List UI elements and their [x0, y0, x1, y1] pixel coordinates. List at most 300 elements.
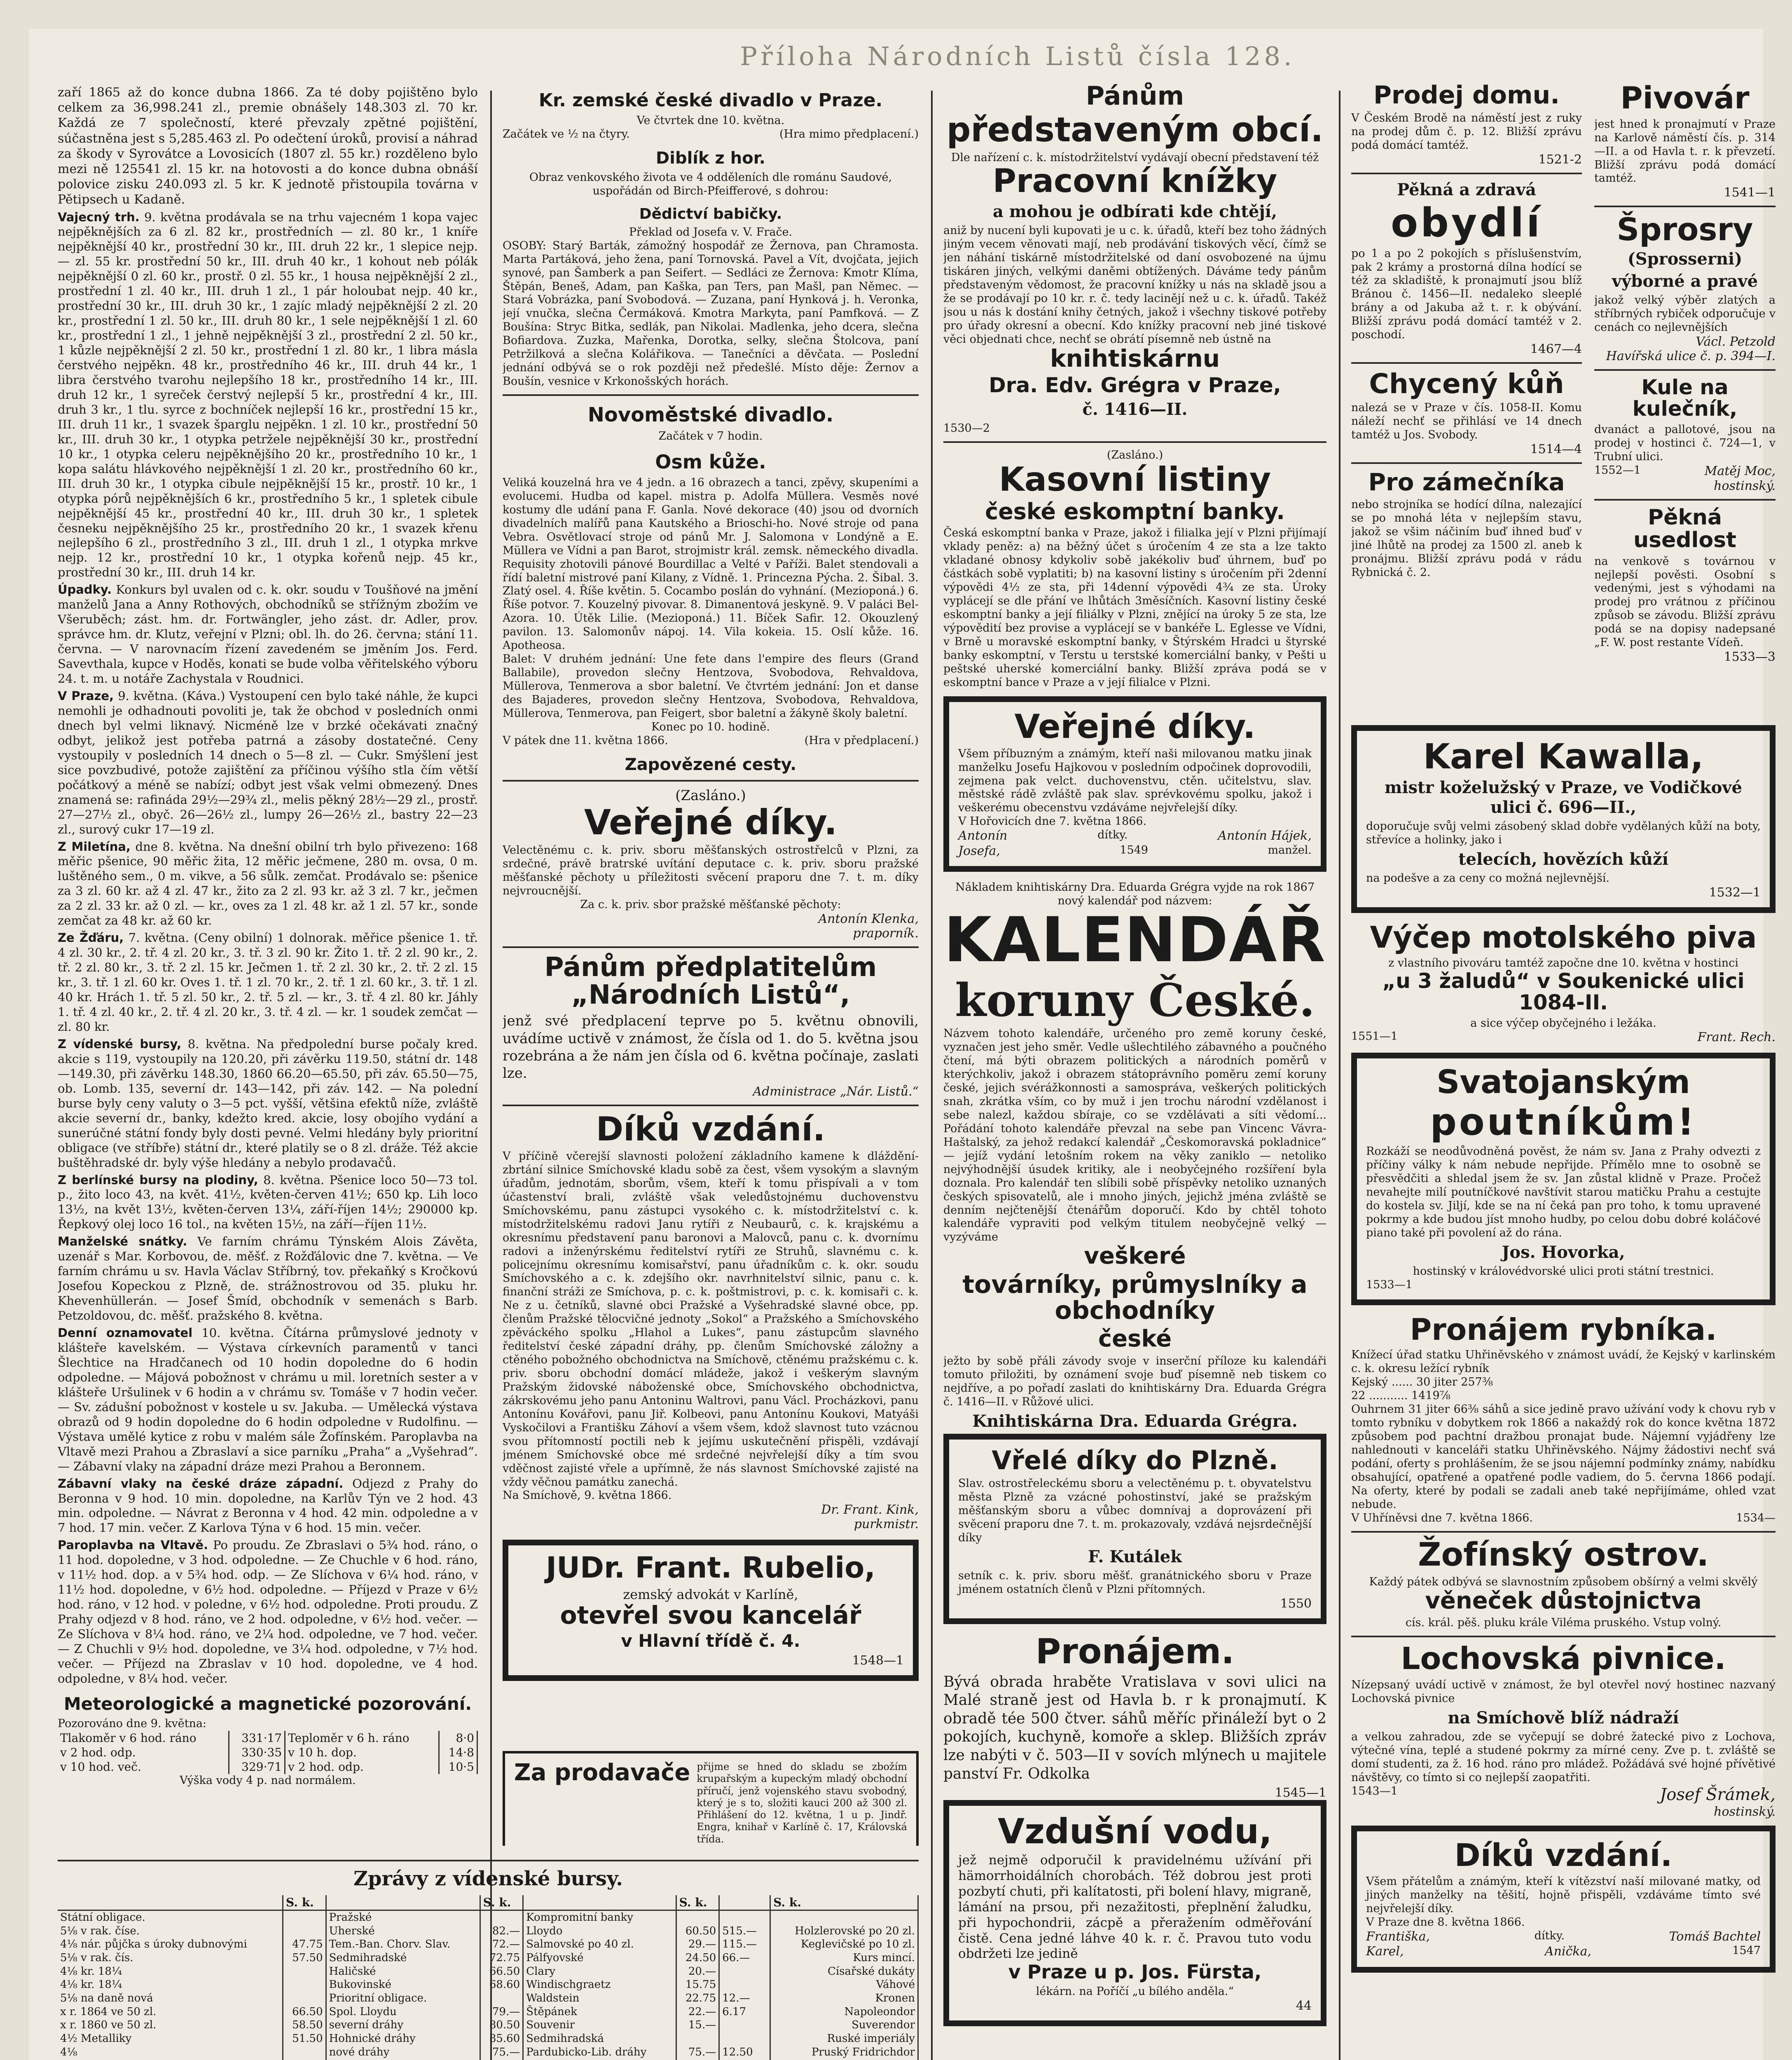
- bourse-row: [58, 1924, 918, 1938]
- bourse-row: [58, 2005, 918, 2019]
- news-text: Po proudu. Ze Zbraslavi o 5¾ hod. ráno, o 11 hod. dopoledne, v 3 hod. odpoledne. — Ze Chuchle v 6 hod. ráno, v 11½ hod. dop. a v 5¾ hod. odp. — Ze Slíchova v 6¼ hod. ráno, v 11½ hod. dopoledne, v 6½ hod. odpoledne. — Příjezd v Praze v 6½ hod. ráno, v 12 hod. v poledne, v 6½ hod. odpoledne. Proti proudu. Z Prahy odjezd v 8 hod. ráno, ve 2 hod. odpoledne, v 6½ hod. večer. — Ze Slíchova v 8¼ hod. ráno, ve 2¼ hod. odpoledne, ve 7 hod. večer. — Z Chuchli v 9½ hod. dopoledne, ve 3¼ hod. odpoledne, v 7½ hod. večer. — Příjezd na Zbraslav v 10 hod. dopoledne, ve 4 hod. odpoledne, v 8¼ hod. večer.: [58, 1538, 478, 1685]
- next-extra: (Hra v předplacení.): [804, 734, 919, 747]
- bourse-head-cell: S. k.: [770, 1895, 918, 1910]
- sprosry-text: výborné a pravé: [1612, 272, 1758, 291]
- bourse-cell: Salmovské po 40 zl.: [523, 1938, 676, 1951]
- kalendar-big3: veškeré: [1084, 1243, 1186, 1270]
- notice-shop2: Dra. Edv. Grégra v Praze,: [989, 373, 1281, 398]
- obydli-code: 1467—4: [1530, 342, 1582, 357]
- bourse-cell: 85.60: [480, 2032, 523, 2046]
- lochov-title: Lochovská pivnice.: [1401, 1641, 1726, 1677]
- news-item: [58, 583, 478, 686]
- news-item: [58, 1477, 478, 1536]
- bourse-cell: 20.—: [676, 1965, 719, 1978]
- news-head: Ze Žďáru,: [58, 931, 124, 945]
- bourse-cell: Haličské: [326, 1965, 480, 1978]
- bourse-cell: 80.50: [480, 2018, 523, 2032]
- bourse-row: [58, 2046, 918, 2059]
- rybnik-text2: Ouhrnem 31 jiter 66⅜ sáhů a sice jedině pravo užívání vody k chovu ryb v tomto rybníku v dobytkem rok 1866 a nakaždý rok do konce května 1872 způsobem pod pachtní dražbou pronajat bude. Nájemní vyjádřeny lze nahlednouti v kanceláři statku Uhřiněvského. Nájmy žádostivi nechť svá podání, oferty s prohlášením, že se jsou nájemní podmínky známy, nabídku obsahující, opatřené a opatřené podle vadiem, do 5. června 1866 podají. Na oferty, které by podali se zadali aneb také nepřijímáme, ohled vzat nebude.: [1351, 1403, 1776, 1511]
- vzduch-place2: lékárn. na Poříčí „u bílého anděla.“: [1036, 1985, 1234, 1998]
- bourse-cell: 82.—: [480, 1924, 523, 1938]
- meteo-cell: 8·0: [439, 1731, 477, 1745]
- ad-prodavace: [503, 1751, 919, 1846]
- bourse-cell: [283, 2046, 326, 2059]
- pout-sign: Jos. Hovorka,: [1502, 1243, 1625, 1262]
- bourse-cell: [283, 1978, 326, 1992]
- vzduch-place: v Praze u p. Jos. Fürsta,: [1008, 1961, 1262, 1983]
- rybnik-place: V Uhříněvsi dne 7. května 1866.: [1351, 1511, 1533, 1524]
- kule-foot: [1594, 464, 1776, 479]
- bourse-cell: Váhové: [770, 1978, 918, 1992]
- bourse-cell: Sedmihradské: [326, 1951, 480, 1965]
- divider: [1351, 462, 1582, 464]
- bourse-cell: Kompromitní banky: [523, 1910, 676, 1924]
- column-ads-far: [1594, 82, 1776, 717]
- kalendar-big2: koruny České.: [955, 973, 1315, 1027]
- column-theatre: [503, 82, 919, 1850]
- news-head: Úpadky.: [58, 583, 112, 597]
- kule-role: hostinský.: [1714, 479, 1776, 494]
- bourse-cell: Waldstein: [523, 1992, 676, 2005]
- bourse-cell: Štěpánek: [523, 2005, 676, 2019]
- notice-shop3: č. 1416—II.: [1082, 399, 1188, 419]
- news-text: 9. května. (Káva.) Vystoupení cen bylo také náhle, že kupci nemohli je odhadnouti povoliti je, tak že obchod v posledních onmi dnech byl velmi liknavý. Nicméně lze v brzké očekávati značný odbyt, jelikož jest potřeba patrná a zásoby dostatečné. Ceny vystoupily v posledních 14 dnech o 5—8 zl. — Cukr. Smýšlení jest sice povzbudivé, potože zajištění za příčinou výšího stla čím větší počátkový a méně se nabízí; odbyt jest však velmi obmezený. Dnes znamená se: rafináda 29½—29¾ zl., melis pěkný 28½—29 zl., prostř. 27—27½ zl., obyč. 26—26½ zl., lumpy 26—26½ zl., bastry 22—23 zl., surový cukr 17—19 zl.: [58, 689, 478, 836]
- lochov-text2: a velkou zahradou, zde se vyčepují se dobré žatecké pivo z Lochova, výtečné vína, teplé a studené pokrmy za mírné ceny. Zve p. t. zvláště se domí studenti, za ž. 16 hod. ráno pro mládež. Požádává své hojné přívětivé návštěvy, co tímto si co nejlepší zaopatřiti.: [1351, 1730, 1776, 1784]
- theatre-title: Kr. zemské české divadlo v Praze.: [538, 90, 883, 111]
- news-item: [58, 1538, 478, 1686]
- play3-text: Veliká kouzelná hra ve 4 jedn. a 16 obrazech a tanci, zpěvy, skupeními a evolucemi. Hudba od kapel. mistra p. Adolfa Müllera. Vesměs nové kostumy dle udání pana F. Ganla. Nové dekorace (40) jsou od dvorních divadelních malířů pana Kautského a Brioschi-ho. Nové stroje od pana Vebra. Osvětlovací stroje od pánů Mr. J. Salomona v Londýně a E. Müllera ve Vídni a pan Barot, strojmistr král. zemsk. německého divadla. Requisity zhotovili pánové Bourdillac a Velté v Paříži. Balet stendovali a řídí baletní mistrové paní Kilany, z Vídně. 1. Princezna Pýcha. 2. Šibal. 3. Zlatý osel. 4. Říše květin. 5. Cocambo poslán do vyhnání. (Mezioponá.) 6. Říše potvor. 7. Kouzelný pivovar. 8. Dimanentová jeskyně. 9. V paláci Bel-Azora. 10. Útěk Lilie. (Mezioponá.) 11. Bíček Safir. 12. Okouzlený pavilon. 13. Salomonův nápoj. 14. Vila kokeia. 15. Oslí kůže. 16. Apotheosa.: [503, 476, 919, 652]
- rybnik-text: Knížecí úřad statku Uhřiněvského v známost uvádí, že Kejský v karlinském c. k. okresu ležící rybník: [1351, 1348, 1776, 1375]
- bourse-cell: Tem.-Ban. Chorv. Slav.: [326, 1938, 480, 1951]
- bourse-cell: [283, 1924, 326, 1938]
- bourse-cell: Windischgraetz: [523, 1978, 676, 1992]
- theatre2-title: Novoměstské divadlo.: [587, 403, 834, 426]
- news-text: dne 8. května. Na dnešní obilní trh bylo přivezeno: 168 měřic pšenice, 90 měřic žita, 12 měřic ječmene, 280 m. ovsa, 0 m. luštěného sem., 0 m. vikve, a 56 sůlk. zemčat. Prodávalo se: pšenice za 3 zl. 60 kr. až 4 zl. 47 kr., žito za 2 zl. 93 kr. až 3 zl. 7 kr., ječmen za 2 zl. 33 kr. až 0 zl. — kr., oves za 1 zl. 48 kr. až 1 zl. 57 kr., sonde zemčat za 48 kr. až 60 kr.: [58, 839, 478, 928]
- meteo-cell: v 10 hod. več.: [58, 1760, 229, 1774]
- bourse-cell: Bukovinské: [326, 1978, 480, 1992]
- bourse-head-cell: [58, 1895, 283, 1910]
- subscr-text: jenž své předplacení teprve po 5. květnu obnovili, uvádíme uctivě v známost, že čísla od 1. do 5. května jsou rozebrána a že nám jen čísla od 6. května počínaje, zaslati lze.: [503, 1013, 919, 1082]
- bourse-cell: 15.75: [676, 1978, 719, 1992]
- kun-text: nalezá se v Praze v čís. 1058-II. Komu náleží nechť se přihlásí ve 14 dnech tamtéž u Jos. Svobody.: [1351, 401, 1582, 442]
- notice-title1: Pánům: [1085, 82, 1184, 111]
- bourse-cell: 68.60: [480, 1978, 523, 1992]
- news-head: Z berlínské bursy na plodiny,: [58, 1173, 258, 1187]
- bourse-cell: 75.—: [480, 2046, 523, 2059]
- divider: [1594, 206, 1776, 207]
- plzen-text: Slav. ostrostřeleckému sboru a velectěnému p. t. obyvatelstvu města Plzně za vzácné pohostinství, jaké se pražským měšťanským sboru a vůbec domnívaj a doprovázení při svěcení praporu dne 7. t. m. prokazovaly, vzdává nejsrdečnější díky: [958, 1477, 1312, 1544]
- ad-rubelio: [503, 1540, 919, 1681]
- play-desc: Obraz venkovského života ve 4 odděleních dle románu Saudové, uspořádán od Birch-Pfeifferové, s dohrou:: [529, 171, 892, 197]
- bourse-row: [58, 1965, 918, 1978]
- meteo-cell: 331·17: [229, 1731, 285, 1745]
- divider: [943, 441, 1326, 443]
- bourse-row: [58, 1978, 918, 1992]
- bourse-cell: Holzlerovské po 20 zl.: [770, 1924, 918, 1938]
- meteo-cell: v 2 hod. odp.: [58, 1745, 229, 1760]
- news-head: V Praze,: [58, 689, 114, 703]
- thanks-sign: Antonín Klenka,: [818, 912, 919, 927]
- zofin-title: Žofínský ostrov.: [1418, 1536, 1709, 1573]
- lochov-sign: Josef Šrámek,: [1660, 1785, 1776, 1804]
- meteo-cell: 14·8: [439, 1745, 477, 1760]
- bourse-cell: nové dráhy: [326, 2046, 480, 2059]
- news-text: 8. května. Pšenice loco 50—73 tol. p., žito loco 43, na květ. 41½, květen-červen 41½; 650 kp. Lih loco 13½, na květ 13½, květen-červen 13¼, září-říjen 14½; 290000 kp. Řepkový olej loco 16 tol., na květen 15½, na září—říjen 11½.: [58, 1173, 478, 1231]
- zofin-text: Každý pátek odbývá se slavnostním způsobem obšírný a velmi skvělý: [1369, 1575, 1758, 1588]
- rubelio-addr: v Hlavní třídě č. 4.: [621, 1630, 800, 1651]
- next-date: V pátek dne 11. května 1866.: [503, 734, 668, 747]
- pivo-sign: Frant. Rech.: [1697, 1030, 1776, 1045]
- diky-sign: Anička,: [1544, 1944, 1591, 1959]
- page-header: Příloha Národních Listů čísla 128.: [740, 41, 1295, 71]
- thanks2-role: purkmistr.: [854, 1517, 919, 1532]
- bourse-cell: 5⅛ na daně nová: [58, 1992, 283, 2005]
- play2-title: Dědictví babičky.: [639, 205, 782, 222]
- bank-title2: české eskomptní banky.: [985, 498, 1285, 524]
- bourse-cell: [719, 1978, 770, 1992]
- obydli-text: po 1 a po 2 pokojích s příslušenstvím, pak 2 krámy a prostorná dílna hodící se též za skladiště, k pronajmutí jsou blíž Bránou č. 1456—II. nedaleko sleeplé brány a od Jakuba až t. r. k obývání. Bližší zprávu podá domácí tamtéž v 2. poschodí.: [1351, 247, 1582, 342]
- bourse-row: [58, 2018, 918, 2032]
- diky-place: V Praze dne 8. května 1866.: [1366, 1915, 1525, 1929]
- pronajem-text: Bývá obrada hraběte Vratislava v sovi ulici na Malé straně jest od Havla b. r k pronajmutí. K obradě tée 500 čtver. sáhů měříc přináleží byt o 2 pokojích, kuchyně, komoře a sklep. Bližších zpráv lze nabýti v č. 503—II v sovích mlýnech u majitele panství Fr. Odkolka: [943, 1673, 1326, 1782]
- pivo-foot: [1351, 1030, 1776, 1045]
- bourse-cell: Hohnické dráhy: [326, 2032, 480, 2046]
- news-head: Manželské snátky.: [58, 1234, 187, 1249]
- lochov-role: hostinský.: [1714, 1805, 1776, 1819]
- pivovar-code: 1541—1: [1724, 185, 1776, 200]
- column-rule: [931, 91, 933, 2060]
- prodej-code: 1521-2: [1538, 152, 1582, 167]
- bourse-cell: Uherské: [326, 1924, 480, 1938]
- bourse-cell: [480, 1992, 523, 2005]
- bourse-cell: 29.—: [676, 1938, 719, 1951]
- bourse-section: [58, 1854, 919, 2060]
- sprosry-role: Havířská ulice č. p. 394—I.: [1606, 349, 1776, 363]
- bourse-cell: 15.—: [676, 2018, 719, 2032]
- kawalla-text: doporučuje svůj velmi zásobený sklad dobře vydělaných kůží na boty, střevíce a holinky, jako i: [1366, 820, 1761, 847]
- thanks3-sign: Antonín: [958, 829, 1008, 843]
- notice-text: aniž by nucení byli kupovati je u c. k. úřadů, kteří bez toho žádných jiným vecem věnovati mají, neb prodávání tiskových věcí, čímž se jen náhání tiskárně místodržitelské od daní osvobozené na újmu tiskáren jiných, velkými daněmi obtížených. Dáváme tedy pánům představeným vědomost, že pracovní knížky u nás na skladě jsou a že se prodávají po 10 kr. r. č. tedy lacinějí než u c. k. úřadů. Takéž jsou u nás k dostání knihy četných, jakož i všechny tiskové potřeby pro úřady okresní a obecní. Kdo knížky pracovní neb jiné tiskové věci objednati chce, nechť se obrátí písemně neb ústně na: [943, 224, 1326, 346]
- news-item: [58, 1037, 478, 1170]
- news-text: 8. května. Na předpolední burse počaly kred. akcie s 119, vystoupily na 120.20, při závěrku 119.50, státní dr. 148—149.30, při závěrku 148.30, 1860 66.20—65.50, při záv. 65.50—75, ob. Lomb. 135, severní dr. 143—142, při záv. 142. — Na polední burse byly ceny valuty o 3—5 pct. vyšší, většina efektů níže, zvláště akcie severní dr., banky, kdežto kred. akcie, losy obojího vydání a sunerúčné státní fondy byly dosti pevné. Velmi hledány byly prioritní obligace (ve stříbře) státní dr., které platily se o 8 zl. dráže. Též akcie buštěhradské dr. byly výše hledány a nebylo prodavačů.: [58, 1037, 478, 1170]
- plzen-code: 1550: [1280, 1596, 1312, 1611]
- meteo-cell: 330·35: [229, 1745, 285, 1760]
- column-ads-wide: [1351, 725, 1776, 2060]
- pivo-title: Výčep motolského piva: [1370, 920, 1757, 955]
- prodej-title: Prodej domu.: [1373, 82, 1560, 110]
- thanks-text: Velectěnému c. k. priv. sboru měšťanských ostrostřelců v Plzni, za srdečné, právě bratrské uvítání deputace c. k. priv. sboru pražské měšťanské pěchoty u příležitosti svěcení praporu dne 7. t. m. díky nejvroucnější.: [503, 844, 919, 898]
- kule-title: Kule na kulečník,: [1632, 375, 1738, 421]
- bourse-cell: Clary: [523, 1965, 676, 1978]
- column-rule: [1339, 91, 1340, 2060]
- kalendar-intro: Nákladem knihtiskárny Dra. Eduarda Grégra vyjde na rok 1867 nový kalendář pod názvem:: [955, 881, 1315, 908]
- lochov-big: na Smíchově blíž nádraží: [1448, 1708, 1679, 1728]
- news-text: Ve farním chrámu Týnském Alois Závěta, uzenář s Mar. Korbovou, de. měšť. z Rožďálovic dne 7. května. — Ve farním chrámu u sv. Havla Václav Stříbrný, tov. překaňký s Kročkovú Josefou Kopeckou z Plzně, de. strážnostrovou od 35. pluku hr. Khevenhüllerán. — Josef Šmíd, obchodník v semenách s Barb. Petzoldovou, dc. měšť. pražského 8. května.: [58, 1234, 478, 1323]
- meteo-row: [58, 1745, 477, 1760]
- news-text: 7. května. (Ceny obilní) 1 dolnorak. měřice pšenice 1. tř. 4 zl. 30 kr., 2. tř. 4 zl. 20 kr., 3. tř. 3 zl. 90 kr. Žito 1. tř. 2 zl. 90 kr., 2. tř. 2 zl. 80 kr., 3. tř. 2 zl. 15 kr. Ječmen 1. tř. 2 zl. 30 kr., 2. tř. 2 zl. 15 kr., 3. tř. 1 zl. 60 kr. Oves 1. tř. 1 zl. 70 kr., 2. tř. 1 zl. 60 kr., 3. tř. 1 zl. 40 kr. Hrách 1. tř. 5 zl. 50 kr., 2. tř. 5 zl. — kr., 3. tř. 4 zl. 80 kr. Jáhly 1. tř. 4 zl. 40 kr., 2. tř. 4 zl. 20 kr., 3. tř. 4 zl. — kr. 1 soudek zemčat — zl. 80 kr.: [58, 931, 478, 1034]
- news-head: Vajecný trh.: [58, 210, 140, 224]
- bourse-cell: Keglevičské po 10 zl.: [770, 1938, 918, 1951]
- divider: [503, 946, 919, 948]
- bourse-cell: 6.17: [719, 2005, 770, 2019]
- kalendar-text: Názvem tohoto kalendáře, určeného pro země koruny české, vyznačen jest jeho směr. Vedle ušlechtilého zábavného a poučného čtení, má býti obrazem politických a národních poměrů v kterýchkoliv, jakož i obrazem státoprávního poměru zemí koruny české, jejich svérážkonnosti a samospráva, veškerých politických snah, zkrátka vším, co by muž i jen trochu národní vzdělanost i sebe nalezl, každou sbíraje, co se vzdělávati a síti vědomí... Pořádání tohoto kalendáře převzal na sebe pan Vincenc Vávra-Haštalský, za jehož redakcí kalendář „Českomoravská pokladnice“ — jejíž vydání letošním rokem na věky zaniklo — netoliko nejvýhodnější úsudek kritiky, ale i neobyčejného rozšíření byla doznala. Pro kalendář ten slíbili sobě příspěvky netoliko uznaných českých spisovatelů, ale i mnoho jiných, jejichž jména zvláště se denním nejčtenější čtenářům doporučí. Kdo by chtěl tohoto kalendáře vypraviti pod velkým titulem neobyčejně velký — vyzýváme: [943, 1027, 1326, 1244]
- vzduch-code: 44: [1296, 1999, 1312, 2013]
- bourse-row: [58, 1910, 918, 1924]
- bourse-cell: Pražské: [326, 1910, 480, 1924]
- notice-intro: Dle nařízení c. k. místodržitelství vydávají obecní představení též: [951, 151, 1319, 164]
- ad-pout: [1351, 1053, 1776, 1305]
- kalendar-big1: KALENDÁŘ: [943, 904, 1326, 976]
- meteo-row: [58, 1760, 477, 1774]
- thanks3-text: Všem příbuzným a známým, kteří naši milovanou matku jinak manželku Josefu Hajkovou v posledním odpočinek doprovodili, zejmena pak velct. duchovenstvu, ctěn. učitelstvu, slav. městské rádě zvláště pak slav. sprévkovému spolku, jakož i veškerému obecenstvu vzdáváme nejvřelejší díky.: [958, 747, 1312, 815]
- zaslano: (Zasláno.): [675, 787, 746, 804]
- rubelio-code: 1548—1: [852, 1653, 904, 1668]
- bourse-cell: severní dráhy: [326, 2018, 480, 2032]
- zamecnik-text: nebo strojníka se hodící dílna, nalezající se po mnohá léta v nejlepším stavu, jakož se všim náčiním buď ihned buď v jiné lhůtě na prodej za 1500 zl. aneb k pronájmu. Bližší zprávu podá v rádu Rybnická č. 2.: [1351, 498, 1582, 579]
- news-head: Z Miletína,: [58, 839, 131, 854]
- vzduch-title: Vzdušní vodu,: [998, 1811, 1272, 1852]
- pout-text: Rozkáží se neodůvodněná pověst, že nám sv. Jana z Prahy odvezti z příčiny války k nám nebude nepřijde. Přímělo mne to osobně se přesvědčiti a shledal jsem že sv. Jan zůstal klidně v Praze. Pročež nevahejte milí poutníčkové navštívit starou matičku Prahu a cestujte do kostela sv. Jiljí, kde se na ní čeká pan pro toho, k tomu upravené pokrmy a kde budou jíst mnoho hudby, po celou dobu dobré koláčové piano také při povolení až do rána.: [1366, 1145, 1761, 1240]
- lochov-code: 1543—1: [1351, 1784, 1398, 1798]
- bourse-cell: 4⅛ nár. půjčka s úroky dubnovými: [58, 1938, 283, 1951]
- thanks3-signs: [958, 829, 1312, 844]
- divider: [1351, 173, 1582, 174]
- kawalla-big: telecích, hovězích kůží: [1458, 850, 1668, 869]
- divider: [1594, 499, 1776, 501]
- kawalla-line: mistr koželužský v Praze, ve Vodičkové ulici č. 696—II.,: [1385, 778, 1742, 817]
- diky-code: 1547: [1732, 1944, 1761, 1957]
- news-item: [58, 931, 478, 1035]
- prodej-text: V Českém Brodě na náměstí jest z ruky na prodej dům č. p. 12. Bližší zprávu podá domácí tamtéž.: [1351, 112, 1582, 152]
- pout-code: 1533—1: [1366, 1278, 1413, 1291]
- thanks3-mid: dítky.: [1097, 829, 1128, 842]
- obydli-lead: Pěkná a zdravá: [1397, 180, 1536, 199]
- divider: [1594, 369, 1776, 371]
- news-item: [58, 1173, 478, 1232]
- bourse-cell: 22.75: [676, 1992, 719, 2005]
- bourse-cell: [283, 1965, 326, 1978]
- usedlost-text: na venkově s továrnou v nejlepší pověsti. Osobní s vedenými, jest s výhodami na prodej pro vrátnou z příčinou způsob se závodu. Bližší zprávu podá se na dopisy nadepsané „F. W. post restante Vídeň.: [1594, 555, 1776, 649]
- translator: Překlad od Josefa v. V. Frače.: [629, 225, 793, 239]
- bourse-body: [58, 1910, 918, 2060]
- theatre-start: Začátek ve ½ na čtyry.: [503, 127, 630, 140]
- rybnik-row: Kejský ...... 30 jiter 257⅜: [1351, 1376, 1493, 1389]
- bourse-cell: 5⅛ v rak. čís.: [58, 1951, 283, 1965]
- diky-sign: Karel,: [1366, 1944, 1404, 1959]
- bourse-cell: 60.50: [676, 1924, 719, 1938]
- bourse-cell: Sedmihradská: [523, 2032, 676, 2046]
- kule-sign: Matěj Moc,: [1704, 464, 1776, 478]
- lochov-text: Nízepsaný uvádí uctivě v známost, že byl otevřel nový hostinec nazvaný Lochovská pivnice: [1351, 1678, 1776, 1705]
- bank-title: Kasovní listiny: [999, 460, 1271, 499]
- sprosry-sign: Václ. Petzold: [1696, 334, 1776, 349]
- news-text: Odjezd z Prahy do Beronna v 9 hod. 10 min. dopoledne, na Karlův Týn ve 2 hod. 43 min. odpoledne. — Návrat z Beronna v 4 hod. 42 min. odpoledne a v 7 hod. 17 min. večer. Z Karlova Týna v 6 hod. 15 min. večer.: [58, 1476, 478, 1535]
- bourse-head-cell: [326, 1895, 480, 1910]
- pout-big: poutníkům!: [1430, 1100, 1697, 1144]
- thanks3-signs: [958, 844, 1312, 859]
- bourse-cell: 66.50: [283, 2005, 326, 2019]
- news-head: Denní oznamovatel: [58, 1326, 193, 1340]
- meteo-intro: Pozorováno dne 9. května:: [58, 1717, 207, 1730]
- bourse-cell: Ruské imperiály: [770, 2032, 918, 2046]
- ad-prodavace-wrap: [503, 1751, 919, 1846]
- notice-sub: a mohou je odbírati kde chtějí,: [993, 202, 1277, 222]
- pronajem-title: Pronájem.: [1035, 1631, 1235, 1672]
- pivo-big: „u 3 žaludů“ v Soukenické ulici 1084-II.: [1382, 969, 1745, 1015]
- opening-paragraph: zaří 1865 až do konce dubna 1866. Za té doby pojištěno bylo celkem za 36,998.241 zl., premie obnášely 148.303 zl. 70 kr. Každá ze 7 společností, které převzaly zpětné pojištění, súčastněna jest s 5,285.463 zl. Po odečtení úroků, provisí a náhrad za škody v Syrovátce a Lovosicích (1807 zl. 55 kr.) rozděleno bylo mezi ně 125541 zl. 15 kr. na hotovosti a do konce dubna obnáší polovice zisku 240.093 zl. 5 kr. K jednotě přistoupila továrna v Pětipsech u Kadaně.: [58, 85, 478, 207]
- zofin-text2: cís. král. pěš. pluku krále Viléma pruského. Vstup volný.: [1405, 1616, 1722, 1629]
- bourse-cell: 24.50: [676, 1951, 719, 1965]
- bourse-cell: Souvenir: [523, 2018, 676, 2032]
- lochov-foot: [1351, 1785, 1776, 1805]
- diky-title: Díků vzdání.: [1454, 1837, 1673, 1874]
- divider: [58, 1860, 919, 1861]
- news-list: [58, 210, 478, 1686]
- news-item: [58, 1326, 478, 1474]
- thanks2-title: Díků vzdání.: [596, 1110, 826, 1149]
- bourse-cell: 79.—: [480, 2005, 523, 2019]
- thanks2-text: V příčině včerejší slavnosti položení základního kamene k dláždění-zbrtání silnice Smíchovské kladu sobě za čest, všem vysokým a slavným úřadům, jednotám, sborům, všem, kteří k tomu přispívali a v tom účastenství brali, zvláště však veledůstojnému duchovenstvu Smíchovskému, panu zástupci vysokého c. k. místodržitelství c. k. místodržitelskému radovi Janu rytíři z Neubaurů, c. k. krajskému a okresnímu představení panu baronovi a Malovců, panu c. k. dvornímu radovi a inženýrskému ředitelství rytíři ze Struhů, slavnému c. k. policejnímu okresnímu komisařství, panu úřadníkům c. k. okr. soudu Smíchovského a c. k. zdejšího okr. navrhnitelství silnic, panu c. k. finanční stráži ze Smíchova, p. c. k. poštmistrovi, p. c. k. komisaři c. k. Ne z u. četníků, slavné obci Pražské a Vyšehradské slavné obce, pp. členům Pražské tělocvičné jednoty „Sokol“ a Pražského a Smíchovského zpěváckého spolku „Hlahol a Lukes“, panu zástupcům slavného ředitelství české západní dráhy, pp. členům Smíchovské záložny a ctěného pobožného obchodnictva na Smíchově, ctěnému pražskému c. k. priv. sboru obchodní domácí mládeže, jakož i veškerým slavným Pražským židovské náboženské obce, Smíchovského obchodnictva, zákrskovému jeho panu Antoninu Waltrovi, panu Václ. Procházkovi, panu Antonínu Kovářovi, panu Jiř. Kolbeovi, panu Antonínu Koukovi, Matyáši Vyskočilovi a Františku Záhoví a všem všem, kdož slavnost tuto vzácnou svou přítomností poctili neb k jejímu uskutečnění přispěli, vzdávají jménem Smíchovské obce mé srdečné nejvřelejší díky a tím svou vděčnost zajisté vřele a upřímně, že nás slavnost Smíchovské zajisté na vždy věčnou památku zanechá.: [503, 1150, 919, 1489]
- diky-mid: dítky.: [1534, 1929, 1565, 1942]
- diky-signs: [1366, 1929, 1761, 1945]
- ad-thanks3: [943, 696, 1326, 872]
- kule-code: 1552—1: [1594, 464, 1641, 477]
- prodavace-text: přijme se hned do skladu se zbožím krupařským a kupeckým mladý obchodní příručí, jenž vojenského stavu svobodný, který je s to, složiti kauci 200 až 300 zl. Přihlášení do 12. května, 1 u p. Jindř. Engra, knihař v Karlíně č. 17, Královská třída.: [697, 1761, 907, 1845]
- sprosry-big: (Sprosserni): [1627, 249, 1743, 269]
- bourse-cell: [719, 1910, 770, 1924]
- bourse-cell: 58.50: [283, 2018, 326, 2032]
- meteo-cell: Teploměr v 6 h. ráno: [285, 1731, 439, 1745]
- bourse-head-cell: S. k.: [480, 1895, 523, 1910]
- bourse-cell: Napoleondor: [770, 2005, 918, 2019]
- bourse-cell: 4½ Metalliky: [58, 2032, 283, 2046]
- bourse-cell: 72.—: [480, 1938, 523, 1951]
- divider: [503, 780, 919, 782]
- theatre-meta: [503, 128, 919, 141]
- kalendar-big5: české: [1098, 1325, 1172, 1353]
- kawalla-code: 1532—1: [1709, 885, 1761, 900]
- bourse-head-cell: S. k.: [283, 1895, 326, 1910]
- kun-code: 1514—4: [1530, 442, 1582, 457]
- sprosry-text2: jakož velký výběr zlatých a stříbrných rybiček odporučuje v cenách co nejlevnějších: [1594, 294, 1776, 334]
- plzen-sign: F. Kutálek: [1088, 1547, 1182, 1567]
- newspaper-page: [29, 29, 1776, 2060]
- thanks2-place: Na Smíchově, 9. května 1866.: [503, 1489, 672, 1502]
- bourse-cell: 51.50: [283, 2032, 326, 2046]
- divider: [1351, 1636, 1776, 1637]
- kawalla-name: Karel Kawalla,: [1423, 736, 1704, 777]
- pivo-text: z vlastního pivováru tamtéž započne dne 10. května v hostinci: [1388, 956, 1738, 969]
- rybnik-row: 22 ........... 1419⅞: [1351, 1389, 1450, 1402]
- sprosry-title: Šprosry: [1617, 211, 1753, 248]
- diky-signs: [1366, 1944, 1761, 1959]
- divider: [1351, 1531, 1776, 1533]
- bourse-cell: [770, 1910, 918, 1924]
- bourse-cell: Kronen: [770, 1992, 918, 2005]
- thanks3-place: V Hořovicích dne 7. května 1866.: [958, 815, 1147, 828]
- thanks2-sign: Dr. Frant. Kink,: [821, 1503, 919, 1517]
- bourse-cell: x r. 1864 ve 50 zl.: [58, 2005, 283, 2019]
- pout-role: hostinský v královédvorské ulici proti státní trestnici.: [1413, 1265, 1714, 1278]
- meteo-cell: v 10 h. dop.: [285, 1745, 439, 1760]
- usedlost-title: Pěkná usedlost: [1633, 505, 1736, 552]
- kalendar-shop: Knihtiskárna Dra. Eduarda Grégra.: [972, 1411, 1298, 1431]
- meteo-cell: v 2 hod. odp.: [285, 1760, 439, 1774]
- bourse-cell: 12.50: [719, 2046, 770, 2059]
- thanks3-sign: Antonín Hájek,: [1218, 829, 1312, 843]
- pivovar-text: jest hned k pronajmutí v Praze na Karlově náměstí čís. p. 314—II. a od Havla t. r. k převzetí. Bližší zprávu podá domácí tamtéž.: [1594, 117, 1776, 185]
- pout-title: Svatojanským: [1436, 1064, 1690, 1101]
- zofin-big: věneček důstojnictva: [1425, 1587, 1702, 1614]
- divider: [503, 394, 919, 396]
- bourse-row: [58, 1938, 918, 1951]
- prodavace-title: Za prodavače: [514, 1759, 690, 1786]
- bourse-cell: [676, 2032, 719, 2046]
- plzen-title: Vřelé díky do Plzně.: [992, 1445, 1278, 1475]
- rybnik-foot: [1351, 1512, 1776, 1525]
- column-rule: [490, 91, 492, 2060]
- notice-shop: knihtiskárnu: [1050, 344, 1220, 373]
- bourse-cell: 5⅛ v rak. číse.: [58, 1924, 283, 1938]
- bourse-cell: 22.—: [676, 2005, 719, 2019]
- bourse-cell: 72.75: [480, 1951, 523, 1965]
- bourse-cell: Pruský Fridrichdor: [770, 2046, 918, 2059]
- column-ads-main: [943, 82, 1326, 2060]
- pronajem-code: 1545—1: [1275, 1786, 1326, 1800]
- ballet-text: Balet: V druhém jednání: Une fete dans l'empire des fleurs (Grand Ballabile), provedon slečny Hentzova, Svobodova, Rehvaldova, Müllerova, Tenmerova a sbor baletní. Ve čtvrtém jednání: Jon et danse des Bajaderes, provedon slečny Hentzova, Svobodova, Rehvaldova, Müllerova, Tenmerova, pan Feigert, sbor baletní a žákyně školy baletní.: [503, 653, 919, 720]
- diky-text: Všem přátelům a známým, kteří k vítězství naší milované matky, od jiných manželky na těšití, hojně přispěli, vzdáváme tímto své nejvřelejší díky.: [1366, 1875, 1761, 1915]
- bourse-cell: x r. 1860 ve 50 zl.: [58, 2018, 283, 2032]
- bank-text: Česká eskomptní banka v Praze, jakož i filialka její v Plzni přijímají vklady peněz: a) na běžný účet s úročením 4 ze sta a lze takto vkladané obnosy kdykoliv sobě jakékoliv buď úhrnem, buď po částkách sobě vyplatiti; b) na kasovní listiny s úročením při 2denní výpovědi 4½ ze sta, při 14denní výpovědi 4¾ ze sta. Úroky vyplácejí se dle přání ve lhůtách 3měsíčních. Kasovní listiny české eskomptní banky a její filiálky v Plzni, znějící na úroky 5 ze sta, lze výpovědití bez provise a vyplácejí se v bankéře L. Eglesse ve Vídni, v Brně u moravské eskomptní banky, v Štýrském Hradci u štyrské banky eskomptní, v Terstu u terstské komerciální banky, v Pešti u peštské uherské komerciální banky. Bližší zpráva podá se v eskomptní bance v Praze a v její filialce v Plzni.: [943, 527, 1326, 689]
- bourse-row: [58, 2032, 918, 2046]
- plzen-text2: setník c. k. priv. sboru měšť. granátnického sboru v Praze jménem ostatních členů v Plzni přítomných.: [958, 1569, 1312, 1596]
- bourse-head-row: [58, 1895, 918, 1910]
- thanks3-sign: Josefa,: [958, 843, 1000, 858]
- divider: [1351, 362, 1582, 364]
- rybnik-code: 1534—: [1736, 1511, 1776, 1524]
- bourse-cell: [283, 1992, 326, 2005]
- bourse-cell: Suverendor: [770, 2018, 918, 2032]
- news-item: [58, 840, 478, 929]
- kun-title: Chycený kůň: [1369, 368, 1564, 400]
- kule-text: dvanáct a pallotové, jsou na prodej v hostinci č. 724—1, v Trubní ulici.: [1594, 423, 1776, 463]
- bourse-cell: 115.—: [719, 1938, 770, 1951]
- meteo-cell: 10·5: [439, 1760, 477, 1774]
- bourse-head-cell: S. k.: [676, 1895, 719, 1910]
- news-text: 9. května prodávala se na trhu vajecném 1 kopa vajec nejpěknějších za 6 zl. 82 kr., prostředních — zl. 80 kr., 1 kníře nejpěknější 40 kr., prostřední 30 kr., III. druh 22 kr., 1 slepice nejp. — zl. 55 kr. prostřední 50 kr., III. druh 40 kr., 1 kohout neb pólák nejpěknější 0 zl. 60 kr., prostř. 0 zl. 55 kr., 1 housa nejpěknější 2 zl., prostřední 1 zl. 40 kr., III. druh 1 zl., 1 pár holoubat nejp. 40 kr., prostřední 30 kr., III. druh 30 kr., 1 zajíc mladý nejpěknější 2 zl. 20 kr., prostřední 1 zl. 50 kr., III. druh 80 kr., 1 sele nejpěknější 1 zl. 60 kr., prostřední 1 zl., 1 jehně nejpěknější 3 zl., prostřední 2 zl. 50 kr., 1 kůzle nejpěknější 2 zl. 50 kr., prostřední 1 zl. 80 kr., 1 libra másla čerstvého nejpěkn. 48 kr., prostředního 46 kr., III. druh 44 kr., 1 libra čerstvého tvarohu nejlepšího 18 kr., prostředního 14 kr., III. druh 12 kr., 1 syreček čerstvý nejlepší 5 kr., prostřední 4 kr., III. druh 3 kr., 1 tlu. syrce z bochníček nejlepší 16 kr., prostřední 15 kr., III. druh 11 kr., 1 svazek šparglu nejpěkn. 1 zl. 10 kr., prostřední 50 kr., III. druh 30 kr., 1 otypka petržele nejpěknější 30 kr., prostřední 10 kr., 1 otypka celeru nejpěknějšího 20 kr., prostředního 10 kr., 1 kopa salátu hlávkového nejpěknější 1 zl. 20 kr., prostředního 60 kr., III. druh 30 kr., 1 otypka cibule nejpěknější 15 kr., prostř. 10 kr., 1 otypka pórů nejpěknějších 6 kr., prostředního 5 kr., 1 spletek cibule nejpěknější 45 kr., prostřední 40 kr., III. druh 30 kr., 1 spletek česneku nejpěknějšího 25 kr., prostředního 20 kr., 1 svazek křenu nejlepšího 6 zl., prostředního 3 zl., III. druh 1 zl., 1 otypka mrkve nejp. 12 kr., prostřední 10 kr., 1 otypka kořenů nejp. 45 kr., prostřední 30 kr., III. druh 14 kr.: [58, 210, 478, 580]
- diky-sign: Tomáš Bachtel: [1669, 1929, 1761, 1944]
- subscr-sign: Administrace „Nár. Listů.“: [753, 1084, 919, 1099]
- news-item: [58, 689, 478, 837]
- ad-vzduch: [943, 1800, 1326, 2026]
- bank-lead: (Zasláno.): [1107, 448, 1163, 461]
- bourse-cell: 515.—: [719, 1924, 770, 1938]
- news-item: [58, 1234, 478, 1323]
- thanks3-code: 1549: [1120, 843, 1148, 857]
- bourse-cell: 4⅛ kr. 18¼: [58, 1965, 283, 1978]
- bourse-cell: 4⅛ kr. 18¼: [58, 1978, 283, 1992]
- bourse-cell: [719, 2032, 770, 2046]
- bourse-cell: 66.50: [480, 1965, 523, 1978]
- vzduch-text: jež nejmě odporučil k pravidelnému užívání při hämorrhoidálních chorobách. Též dobrou jest proti pozbytí chuti, při kalítatosti, při bolení hlavy, migraně, lámání na prsou, při nezažitosti, přeplnění žaludku, při hypochondrii, zácpě a přeražením odměřování čistě. Cena jedné láhve 40 k. r. č. Pravou tuto vodu obdržeti lze jedině: [958, 1853, 1312, 1962]
- ad-plzen: [943, 1434, 1326, 1625]
- bourse-table: [58, 1895, 919, 2060]
- next-meta: [503, 734, 919, 748]
- bourse-cell: [719, 2018, 770, 2032]
- bourse-cell: Státní obligace.: [58, 1910, 283, 1924]
- pivovar-title: Pivovár: [1620, 82, 1750, 116]
- bourse-row: [58, 1951, 918, 1965]
